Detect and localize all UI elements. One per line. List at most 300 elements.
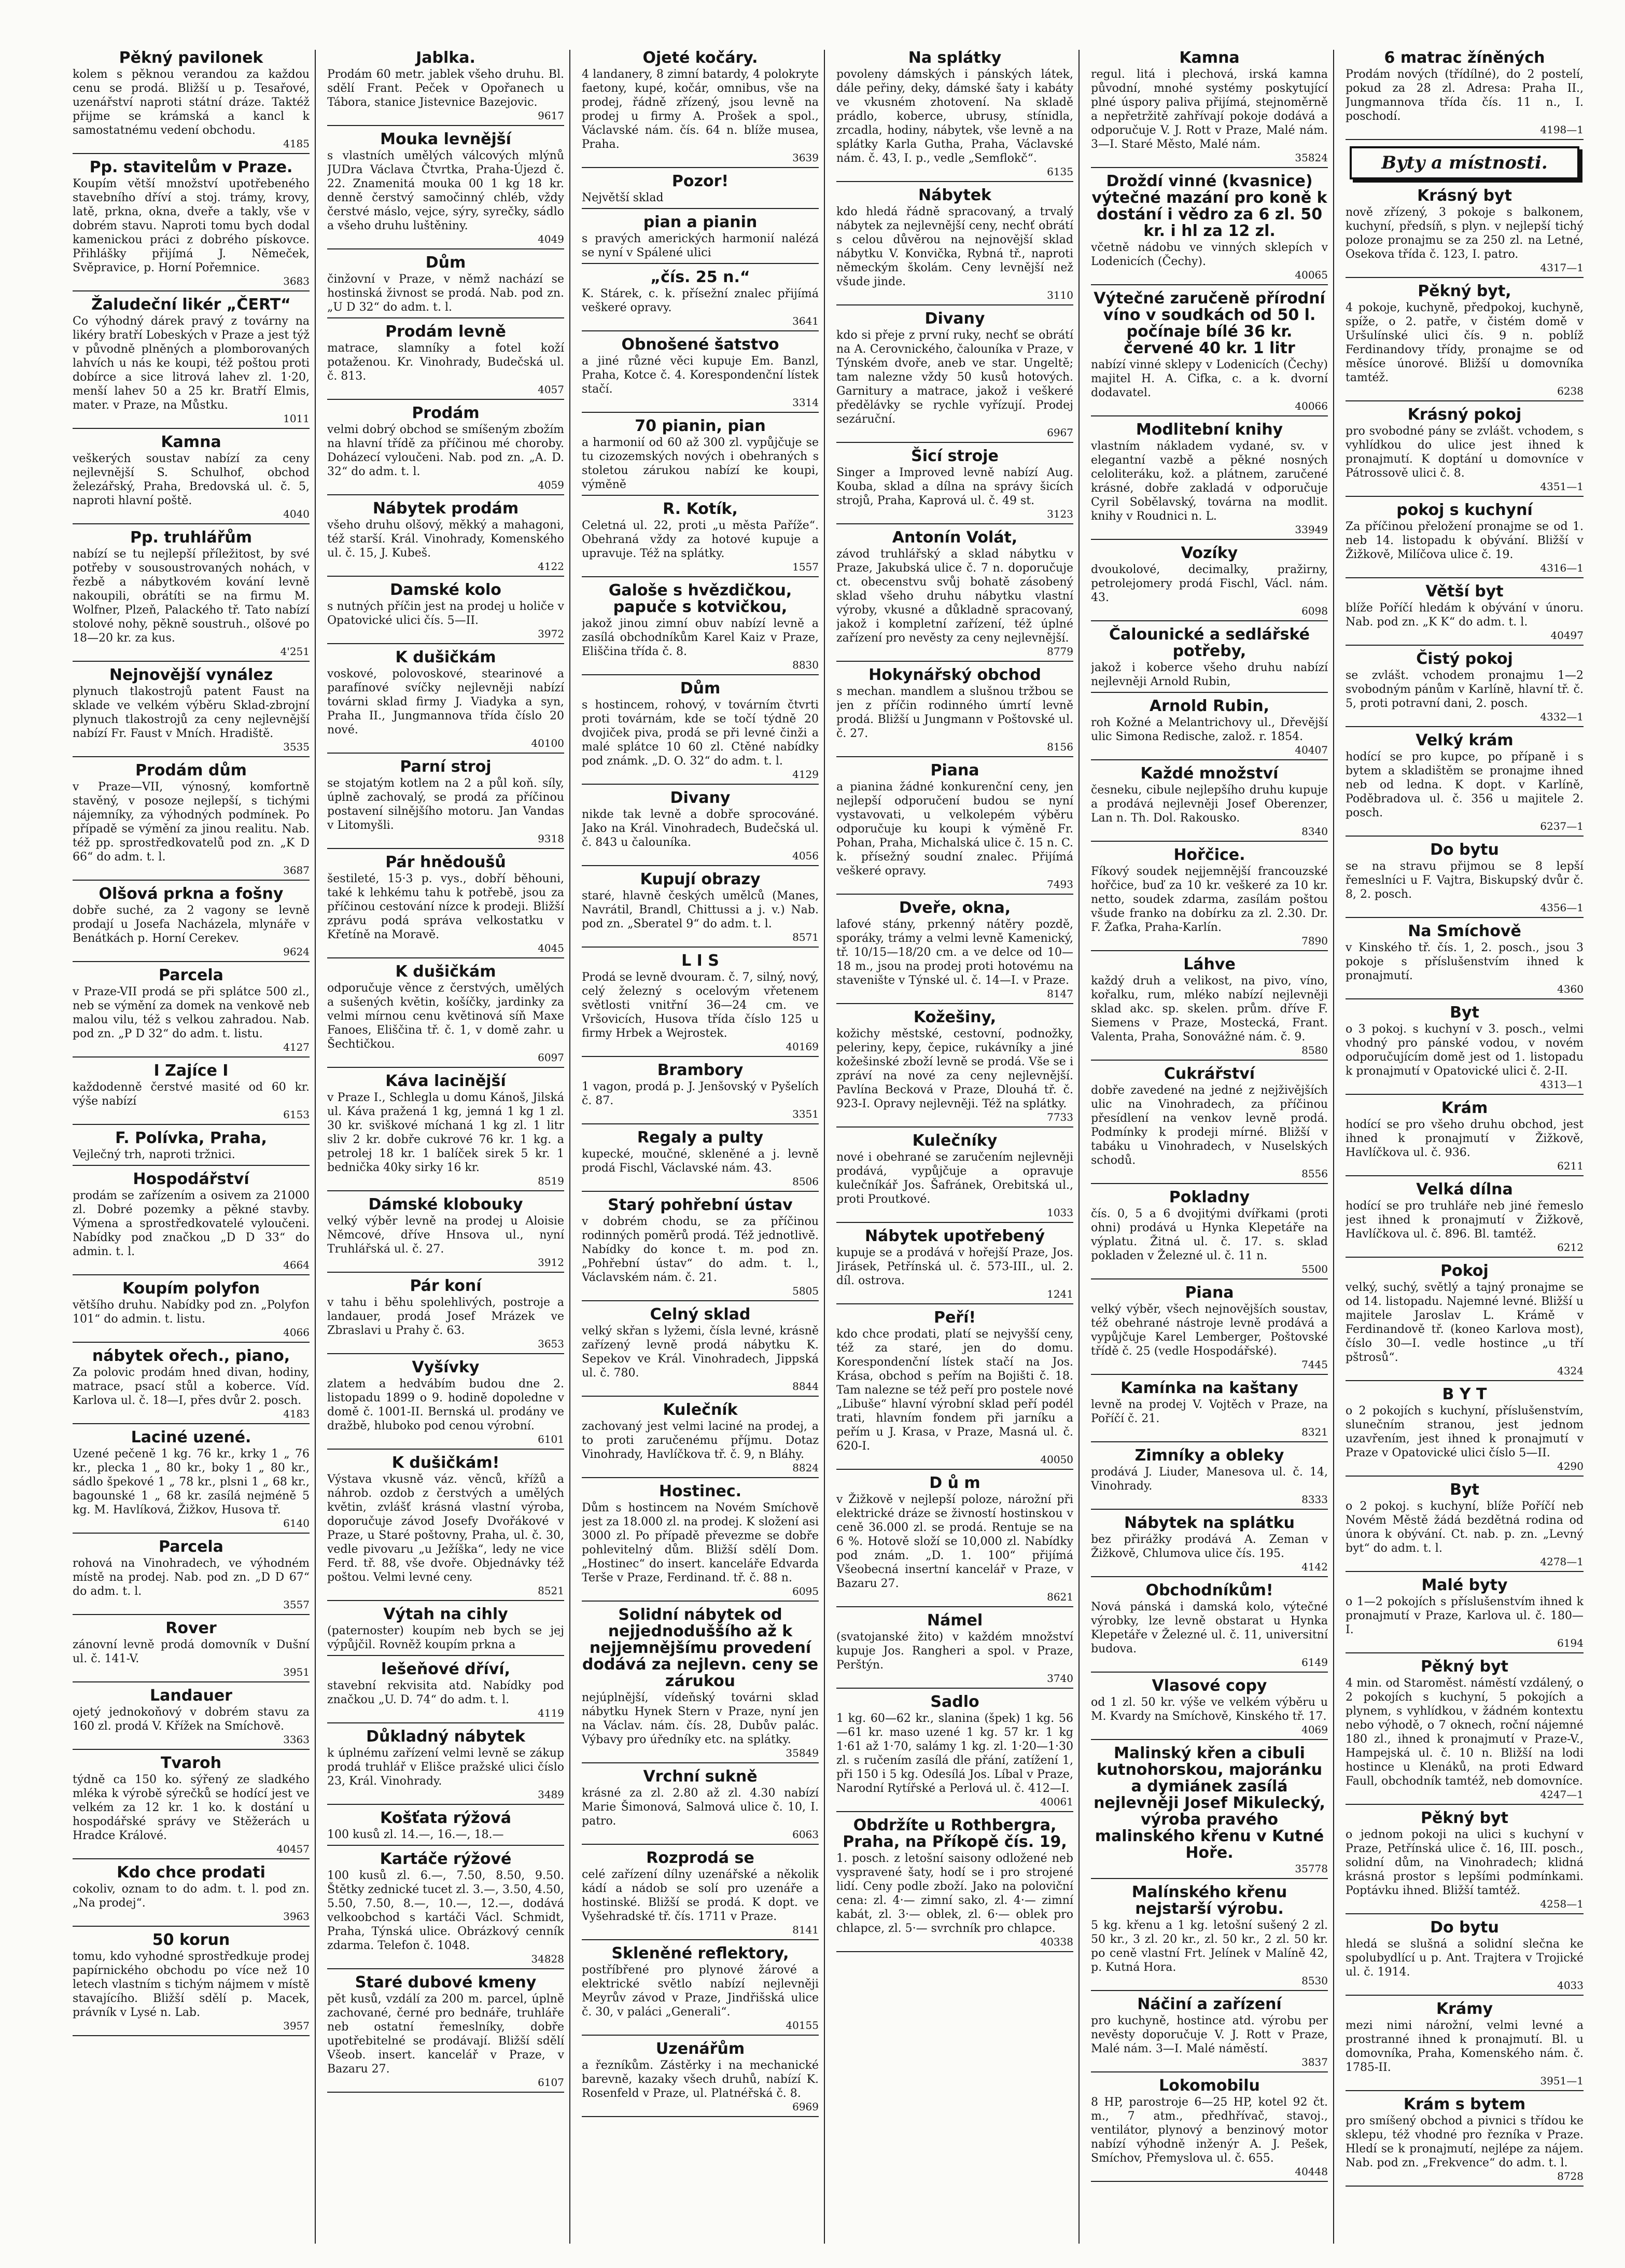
ad-headline: Krám s bytem	[1403, 2095, 1526, 2113]
ad-divider	[327, 1449, 564, 1450]
ad-number: 1557	[792, 561, 819, 573]
classified-ad	[327, 255, 564, 318]
classified-ad	[1346, 50, 1584, 140]
ad-text: dvoukolové, decimalky, pražirny, petrolejomery prodá Fischl, Václ. nám. 43.	[1091, 563, 1328, 604]
classified-ad	[73, 530, 310, 662]
ad-number: 8530	[1301, 1974, 1328, 1987]
ad-divider	[582, 865, 819, 866]
ad-divider	[73, 1749, 310, 1750]
ad-divider	[73, 1423, 310, 1424]
ad-number: 6238	[1557, 385, 1584, 397]
ad-headline: Obchodníkům!	[1145, 1581, 1273, 1599]
ad-number: 3653	[538, 1338, 564, 1350]
ad-divider	[327, 1353, 564, 1354]
ad-headline: Prodám	[412, 404, 480, 422]
classified-ad	[1346, 732, 1584, 837]
ad-divider	[327, 494, 564, 495]
ad-divider	[1091, 1183, 1328, 1184]
ad-text: mezi nimi nárožní, velmi levné a prostranné ihned k pronajmutí. Bl. u domovníka, Praha, Komenského nám. č. 1785-II.	[1346, 2019, 1584, 2074]
ad-divider	[1091, 841, 1328, 842]
ad-headline: Důkladný nábytek	[366, 1728, 525, 1746]
ad-number: 40065	[1295, 269, 1328, 281]
ad-divider	[1091, 167, 1328, 168]
ad-text: lafové stány, prkenný nátěry pozdě, sporáky, trámy a velmi levně Kamenický, tř. 10/15—18/20 cm. a ve delce od 10—18 m., jsou na prodej proti hotovému na stavenište v Týnské ul. č. 14—I. v Praze.	[836, 918, 1073, 987]
ad-number: 8779	[1047, 645, 1073, 658]
ad-number: 40457	[276, 1843, 310, 1855]
ad-text: v Kinského tř. čís. 1, 2. posch., jsou 3 pokoje s příslušenstvím ihned k pronajmutí.	[1346, 941, 1584, 982]
ad-text: veškerých soustav nabízí za ceny nejlevnější S. Schulhof, obchod železářský, Praha, Bredovská ul. č. 5, naproti hlavní poště.	[73, 452, 310, 507]
ad-text: Co výhodný dárek pravý z továrny na likéry bratří Lobeských v Praze a jest týž v původně plněných a plomborovaných lahvích u nás ke koupi, též poštou proti dobírce a sice litrová lahev zl. 1·20, menší lahev 50 a 25 kr. Bratří Elmis, mater. v Praze, na Můstku.	[73, 315, 310, 412]
ad-headline: Prodám dům	[135, 761, 247, 780]
classified-ad	[327, 1729, 564, 1805]
ad-number: 1033	[1047, 1206, 1073, 1219]
classified-ad	[1346, 923, 1584, 999]
classified-ad	[327, 405, 564, 495]
ad-text: nejúplnější, vídeňský továrni sklad nábytku Hynek Stern v Praze, nyní jen na Václav. nám. čís. 28, Dubův palác. Výbavy pro úředníky etc. na splátky.	[582, 1691, 819, 1746]
ad-headline: Modlitební knihy	[1136, 421, 1283, 439]
ad-headline: Byt	[1450, 1481, 1479, 1499]
ad-text: dobře zavedené na jedné z nejživějších ulic na Vinohradech, za příčinou přesídlení na venkov levně prodá. Podmínky k prodeji mírné. Bližší v tabáku u Vinohradech, v Nuselských schodů.	[1091, 1084, 1328, 1167]
ad-divider	[1091, 620, 1328, 621]
ad-number: 4247—1	[1540, 1788, 1584, 1801]
ad-column	[73, 50, 316, 2244]
ad-divider	[73, 1124, 310, 1125]
ad-text: dobře suché, za 2 vagony se levně prodají u Josefa Nacházela, mlynáře v Benátkách p. Horní Cerekev.	[73, 904, 310, 945]
ad-divider	[327, 753, 564, 754]
ad-headline: Regaly a pulty	[637, 1129, 764, 1147]
classified-ad	[582, 337, 819, 413]
ad-headline: Dveře, okna,	[899, 899, 1011, 917]
ad-divider	[1346, 1094, 1584, 1095]
classified-ad	[582, 50, 819, 168]
classified-ad	[1091, 422, 1328, 540]
ad-headline: Antonín Volát,	[892, 528, 1018, 547]
ad-number: 9624	[283, 945, 310, 958]
ad-divider	[327, 1272, 564, 1273]
ad-headline: Rover	[165, 1619, 217, 1637]
ad-headline: Větší byt	[1425, 582, 1504, 601]
ad-divider	[73, 1165, 310, 1166]
ad-text: velmi dobrý obchod se smíšeným zbožím na hlavní třídě za příčinou mé choroby. Doházecí vyloučeni. Nab. pod zn. „A. D. 32“ do adm. t. l.	[327, 423, 564, 478]
classified-ad	[1091, 290, 1328, 416]
ad-number: 4356—1	[1540, 901, 1584, 914]
ad-divider	[836, 1951, 1073, 1952]
classified-ad	[73, 50, 310, 154]
ad-headline: Pěkný byt,	[1418, 282, 1511, 300]
ad-column	[582, 50, 825, 2244]
ad-headline: Velká dílna	[1416, 1180, 1513, 1199]
classified-ad	[1346, 1919, 1584, 1996]
ad-divider	[327, 848, 564, 849]
classified-ad	[836, 50, 1073, 182]
ad-number: 4316—1	[1540, 562, 1584, 574]
ad-text: Koupím větší množství upotřebeného stavebního dříví a stoj. trámy, krovy, latě, prkna, okna, dveře a takly, vše v dobrém stavu. Naproti tomu bych dodal kamenickou práci z dobrého pískovce. Přihlášky přijímá J. Němeček, Svěpravice, p. Horní Pořemnice.	[73, 177, 310, 274]
ad-text: stavební rekvisita atd. Nabídky pod značkou „U. D. 74“ do adm. t. l.	[327, 1679, 564, 1706]
ad-divider	[327, 1600, 564, 1601]
ad-text: 1. posch. z letošní saisony odložené neb vyspravené šaty, hodí se i pro strojené lidí. Ceny podle zboží. Jako na poloviční cena: zl. 4·— zimní sako, zl. 4·— zimní kabát, zl. 3·— oblek, zl. 6·— oblek pro chlapce, zl. 5·— svrchník pro chlapce.	[836, 1852, 1073, 1935]
classified-ad	[73, 1688, 310, 1750]
classified-ad	[327, 1661, 564, 1723]
ad-text: pro kuchyně, hostince atd. výrobu per nevěsty doporučuje V. J. Rott v Praze, Malé nám. 3—I. Malé náměstí.	[1091, 2014, 1328, 2055]
ad-number: 4198—1	[1540, 123, 1584, 136]
ad-headline: K dušičkám	[395, 648, 496, 666]
ad-headline: Hospodářství	[133, 1170, 249, 1188]
ad-headline: Nábytek prodám	[372, 499, 519, 518]
ad-headline: Do bytu	[1430, 841, 1499, 859]
ad-text: Za polovic prodám hned divan, hodiny, matrace, psací stůl a koberce. Víd. Karlova ul. č. 18—I, přes dvůr 2. posch.	[73, 1366, 310, 1407]
ad-divider	[582, 1396, 819, 1397]
ad-text: 4 pokoje, kuchyně, předpokoj, kuchyně, spíže, o 2. patře, v čistém domě v Uršulínské ulici čís. 9 n. poblíž Ferdinandovy třídy, pronajme se od měsíce únorové. Bližší u domovníka tamtéž.	[1346, 301, 1584, 384]
ad-headline: pokoj s kuchyní	[1396, 501, 1533, 519]
ad-number: 8580	[1301, 1044, 1328, 1056]
ad-text: pro smíšený obchod a pivnici s třídou ke sklepu, též vhodné pro řezníka v Praze. Hledí se k pronajmutí, nejlépe za nájem. Nab. pod zn. „Frekvence“ do adm. t. l.	[1346, 2114, 1584, 2169]
ad-headline: 70 pianin, pian	[635, 417, 766, 435]
classified-ad	[327, 1455, 564, 1601]
classified-ad	[836, 448, 1073, 524]
ad-headline: lešeňové dříví,	[381, 1660, 510, 1678]
ad-text: šestileté, 15·3 p. vys., dobří běhouni, také k lehkému tahu k potřebě, jsou za příčinou cestování nízce k prodeji. Bližší zprávu podá správa velkostatku v Křetíně na Moravě.	[327, 872, 564, 941]
classified-ad	[582, 790, 819, 866]
ad-headline: Kartáče rýžové	[380, 1850, 512, 1868]
ad-headline: Kulečníky	[912, 1132, 998, 1150]
ad-number: 6095	[792, 1585, 819, 1597]
classified-ad	[1346, 1263, 1584, 1381]
classified-ad	[582, 1197, 819, 1301]
ad-number: 4360	[1557, 983, 1584, 995]
classified-ad	[327, 759, 564, 849]
ad-number: 4258—1	[1540, 1898, 1584, 1910]
ad-headline: Nábytek na splátku	[1124, 1514, 1295, 1532]
classified-ad	[836, 1475, 1073, 1607]
ad-number: 3535	[283, 741, 310, 753]
ad-text: včetně nádobu ve vinných sklepích v Lodenicích (Čechy).	[1091, 241, 1328, 268]
section-title: Byty a místnosti.	[1350, 146, 1579, 179]
classified-ad	[1346, 1659, 1584, 1805]
classified-ad	[582, 680, 819, 785]
ad-text: hodící se pro všeho druhu obchod, jest ihned k pronajmutí v Žižkově, Havlíčkova ul. č. 936.	[1346, 1118, 1584, 1159]
ad-headline: Olšová prkna a fošny	[99, 885, 284, 903]
ad-headline: Výtah na cihly	[383, 1605, 508, 1623]
ad-divider	[582, 784, 819, 785]
ad-text: bez přirážky prodává A. Zeman v Žižkově, Chlumova ulice čís. 195.	[1091, 1533, 1328, 1560]
classified-ad	[836, 1133, 1073, 1223]
ad-text: kdo si přeje z první ruky, nechť se obrátí na A. Cerovnického, čalouníka v Praze, v Týnském dvoře, aneb ve star. Ungeltě; tam nalezne vždy 50 kusů hotových. Garnitury a matrace, jakož i veškeré předělávky se rychle vyřízují. Prodej sezáruční.	[836, 329, 1073, 426]
ad-column	[1091, 50, 1334, 2244]
classified-ad	[582, 1850, 819, 1940]
classified-ad	[73, 297, 310, 429]
classified-ad	[327, 1851, 564, 1969]
ad-headline: Skleněné reflektory,	[611, 1944, 789, 1963]
ad-number: 8728	[1557, 2170, 1584, 2182]
ad-number: 4057	[538, 383, 564, 396]
ad-divider	[1346, 1571, 1584, 1572]
classified-ad	[73, 762, 310, 881]
ad-headline: Starý pohřební ústav	[608, 1196, 793, 1214]
classified-ad	[1346, 1100, 1584, 1176]
ad-number: 7493	[1047, 878, 1073, 890]
ad-divider	[582, 576, 819, 577]
classified-ad	[1091, 1189, 1328, 1279]
ad-headline: Hořčice.	[1173, 846, 1245, 864]
ad-number: 6237—1	[1540, 820, 1584, 832]
ad-text: nové i obehrané se zaručením nejlevněji prodává, vypůjčuje a opravuje kulečníkář Jos. Šafránek, Orebitská ul., proti Proutkové.	[836, 1151, 1073, 1206]
ad-text: krásné za zl. 2.80 až zl. 4.30 nabízí Marie Šimonová, Salmová ulice č. 10, I. patro.	[582, 1787, 819, 1828]
ad-headline: Malinský křen a cibuli kutnohorskou, majoránku a dymiánek zasílá nejlevněji Josef Mikulecký, výroba pravého malinského křenu v Kutné Hoře.	[1094, 1744, 1325, 1862]
ad-divider	[73, 428, 310, 429]
ad-number: 40338	[1040, 1936, 1073, 1948]
ad-text: levně na prodej V. Vojtěch v Praze, na Poříčí č. 21.	[1091, 1398, 1328, 1425]
ad-headline: Damské kolo	[390, 581, 501, 599]
classified-ad	[327, 131, 564, 249]
classified-ad	[582, 1769, 819, 1845]
ad-number: 9318	[538, 832, 564, 845]
classified-ad	[582, 582, 819, 675]
ad-divider	[327, 643, 564, 644]
ad-headline: Čistý pokoj	[1416, 650, 1513, 668]
ad-divider	[582, 1477, 819, 1478]
ad-number: 3639	[792, 151, 819, 164]
ad-number: 3972	[538, 628, 564, 640]
classified-ad	[836, 1310, 1073, 1470]
ad-divider	[1346, 917, 1584, 918]
ad-divider	[327, 1968, 564, 1969]
ad-number: 35849	[786, 1747, 819, 1759]
ad-headline: nábytek ořech., piano,	[92, 1347, 290, 1365]
ad-text: Prodám nových (třídílné), do 2 postelí, pokud za 28 zl. Adresa: Praha II., Jungmannova třída čís. 11 n., I. poschodí.	[1346, 68, 1584, 123]
ad-headline: Byt	[1450, 1004, 1479, 1022]
classified-ad	[1091, 1066, 1328, 1184]
ad-text: 1 kg. 60—62 kr., slanina (špek) 1 kg. 56—61 kr. maso uzené 1 kg. 57 kr. 1 kg 1·61 až 1·70, salámy 1 kg. zl. 1·20—1·30 zl. s ručením zasílá dle přání, zatížení 1, při 150 i 5 kg. Odesílá Jos. Líbal v Praze, Narodní Rytířské a Perlová ul. č. 412—I.	[836, 1712, 1073, 1795]
ad-headline: Celný sklad	[650, 1305, 751, 1324]
ad-headline: Pěkný byt	[1420, 1809, 1508, 1827]
ad-text: (paternoster) koupím neb bych se jej výpůjčil. Rovněž koupím prkna a	[327, 1624, 564, 1651]
ad-headline: Kamna	[161, 433, 221, 451]
ad-number: 5500	[1301, 1263, 1328, 1275]
ad-number: 3683	[283, 275, 310, 287]
ad-divider	[73, 1614, 310, 1615]
ad-headline: Koupím polyfon	[122, 1279, 260, 1298]
ad-number: 4317—1	[1540, 261, 1584, 274]
ad-headline: Dům	[680, 679, 721, 698]
ad-divider	[1346, 1380, 1584, 1381]
ad-text: každodenně čerstvé masité od 60 kr. výše nabízí	[73, 1081, 310, 1108]
ad-text: matrace, slamníky a fotel koží potaženou. Kr. Vinohrady, Budečská ul. č. 813.	[327, 342, 564, 383]
ad-text: se na stravu přijmou se 8 lepší řemeslníci u F. Vajtra, Biskupský dvůr č. 8, 2. posch.	[1346, 860, 1584, 901]
ad-number: 8321	[1301, 1426, 1328, 1438]
ad-divider	[582, 1762, 819, 1763]
ad-headline: Parcela	[159, 1538, 223, 1556]
ad-divider	[327, 1190, 564, 1191]
ad-text: česneku, cibule nejlepšího druhu kupuje a prodává nejlevněji Josef Oberenzer, Lan n. Th. Dol. Rakousko.	[1091, 784, 1328, 825]
ad-headline: Pp. stavitelům v Praze.	[89, 158, 293, 176]
ad-divider	[1091, 1060, 1328, 1061]
classified-ad	[582, 1130, 819, 1192]
ad-divider	[1091, 2181, 1328, 2182]
classified-ad	[73, 1063, 310, 1125]
ad-number: 4045	[538, 942, 564, 954]
classified-ad	[1091, 847, 1328, 951]
ad-headline: Obnošené šatstvo	[621, 336, 779, 354]
ad-divider	[1346, 2090, 1584, 2091]
ad-divider	[1091, 1878, 1328, 1879]
ad-text: k úplnému zařízení velmi levně se zákup prodá truhlář v Elišce pražské ulici číslo 23, Král. Vinohrady.	[327, 1747, 564, 1788]
classified-ad	[73, 1539, 310, 1615]
ad-text: 8 HP, parostroje 6—25 HP, kotel 92 čt. m., 7 atm., předhřívač, stavoj., ventilátor, plynový a benzinový motor nabízí výhodně inženýr A. J. Pešek, Smíchov, Přemyslova ul. č. 655.	[1091, 2096, 1328, 2165]
ad-divider	[1091, 1576, 1328, 1577]
ad-headline: Kamínka na kaštany	[1120, 1379, 1298, 1397]
ad-number: 3123	[1047, 508, 1073, 520]
classified-ad	[73, 1932, 310, 2036]
ad-number: 7445	[1301, 1358, 1328, 1371]
ad-number: 40155	[786, 2019, 819, 2032]
ad-text: Prodá se levně dvouram. č. 7, silný, nový, celý železný s ocelovým vřetenem světlosti vnitřní 36—24 cm. ve Vršovicích, Husova třída číslo 125 u firmy Hrbek a Wejrostek.	[582, 971, 819, 1040]
ad-number: 8141	[792, 1924, 819, 1936]
ad-number: 3314	[792, 396, 819, 409]
classified-ad	[327, 324, 564, 400]
ad-number: 6140	[283, 1517, 310, 1529]
classified-ad	[73, 1620, 310, 1682]
classified-ad	[836, 1817, 1073, 1952]
ad-text: pět kusů, vzdálí za 200 m. parcel, úplně zachované, černé pro bednáře, truhláře neb ostatní řemeslníky, dobře upotřebitelné se prodávají. Bližší sdělí Všeob. insert. kancelář v Praze, v Bazaru 27.	[327, 1993, 564, 2076]
ad-number: 8506	[792, 1175, 819, 1188]
ad-number: 5805	[792, 1285, 819, 1297]
ad-divider	[582, 2035, 819, 2036]
ad-number: 3963	[283, 1910, 310, 1923]
ad-headline: Ojeté kočáry.	[642, 50, 758, 67]
ad-headline: Divany	[670, 789, 731, 807]
classified-ad	[1346, 2096, 1584, 2187]
ad-text: kdo hledá řádně spracovaný, a trvalý nábytek za nejlevnější ceny, nechť obrátí s celou důvěrou na nejnovější sklad nábytku V. Konvička, Rybná tř., naproti německým školám. Ceny levnější než všude jinde.	[836, 205, 1073, 288]
ad-divider	[582, 674, 819, 675]
ad-text: v Žižkově v nejlepší poloze, nárožní při elektrické dráze se živností hostinskou v ceně 36.000 zl. se prodá. Rentuje se na 6 %. Hotově složí se 10,000 zl. Nabídky pod znám. „D. 1. 100“ přijímá Všeobecná insertní kancelář v Praze, v Bazaru 27.	[836, 1493, 1073, 1590]
ad-number: 4313—1	[1540, 1078, 1584, 1091]
ad-number: 3110	[1047, 289, 1073, 301]
ad-number: 40497	[1550, 629, 1584, 642]
ad-text: čís. 0, 5 a 6 dvojitými dvířkami (proti ohni) prodává u Hynka Klepetáře na výplatu. Žitná ul. č. 17. s. sklad pokladen v Železné ul. č. 11 n.	[1091, 1207, 1328, 1262]
ad-number: 8521	[538, 1584, 564, 1597]
classified-ad	[1091, 956, 1328, 1061]
ad-text: postříbřené pro plynové žárové a elektrické světlo nabízí nejlevněji Meyrův závod v Praze, Jindřišská ulice č. 30, v paláci „Generali“.	[582, 1964, 819, 2019]
ad-divider	[73, 2035, 310, 2036]
ad-headline: Hokynářský obchod	[868, 666, 1041, 684]
ad-headline: Pár koní	[410, 1277, 482, 1295]
ad-text: (svatojanské žito) v každém množství kupuje Jos. Rangheri a spol. v Praze, Perštýn.	[836, 1631, 1073, 1672]
ad-divider	[73, 961, 310, 962]
ad-text: a harmonií od 60 až 300 zl. vypůjčuje se tu cizozemských nových i obehraných s stoletou zárukou nabízí ke koupi, výměně	[582, 436, 819, 491]
ad-divider	[582, 1844, 819, 1845]
ad-text: regul. litá i plechová, irská kamna původní, mnohé systémy poskytující plné úspory paliva přijímá, stejnoměrně a nepřetržitě zahřívají pokoje dodává a odporučuje V. J. Rott v Praze, Malé nám. 3—I. Staré Město, Malé nám.	[1091, 68, 1328, 151]
ad-number: 3687	[283, 864, 310, 876]
ad-number: 6211	[1557, 1160, 1584, 1172]
ad-headline: K dušičkám	[395, 963, 496, 981]
ad-headline: Malé byty	[1421, 1576, 1508, 1594]
classified-ad	[73, 1171, 310, 1275]
ad-text: cokoliv, oznam to do adm. t. l. pod zn. „Na prodej“.	[73, 1883, 310, 1910]
ad-text: o 2 pokojích s kuchyní, příslušenstvím, slunečním stranou, jest jednom uzavřením, jest ihned k pronajmutí v Praze v Opatovické ulici číslo 5—II.	[1346, 1404, 1584, 1459]
classified-ad	[73, 886, 310, 962]
ad-text: hledá se slušná a solidní slečna ke spolubydlící u p. Ant. Trajtera v Trojické ul. č. 1914.	[1346, 1938, 1584, 1979]
ad-headline: F. Polívka, Praha,	[115, 1129, 267, 1147]
ad-headline: Solidní nábytek od nejjednoduššího až k nejjemnějšímu provedení dodává za nejlevn. ceny se zárukou	[582, 1606, 819, 1690]
ad-divider	[327, 957, 564, 958]
ad-text: a jiné různé věci kupuje Em. Banzl, Praha, Kotce č. 4. Korespondenční lístek stačí.	[582, 355, 819, 396]
ad-number: 8556	[1301, 1167, 1328, 1180]
classified-ad	[73, 1865, 310, 1927]
ad-headline: Košťata rýžová	[380, 1809, 512, 1827]
ad-number: 8824	[792, 1462, 819, 1474]
ad-headline: Krámy	[1436, 2000, 1493, 2018]
ad-divider	[582, 167, 819, 168]
ad-text: rohová na Vinohradech, ve výhodném místě na prodej. Nab. pod zn. „D D 67“ do adm. t. l.	[73, 1557, 310, 1598]
ad-divider	[73, 1274, 310, 1275]
ad-text: kožichy městské, cestovní, podnožky, peleriny, kepy, čepice, rukávníky a jiné kožešinské zboží levně se prodá. Vše se i zpráví na nové za ceny nejlevnější. Pavlína Becková v Praze, Dlouhá tř. č. 923-I. Opravy nejlevněji. Též na splátky.	[836, 1027, 1073, 1110]
ad-divider	[582, 1300, 819, 1301]
ad-divider	[836, 1126, 1073, 1128]
ad-divider	[582, 1056, 819, 1057]
ad-divider	[1091, 1672, 1328, 1673]
ad-divider	[327, 2092, 564, 2093]
classified-ad	[1091, 1515, 1328, 1577]
ad-divider	[327, 1655, 564, 1656]
ad-column	[327, 50, 570, 2244]
ad-text: se stojatým kotlem na 2 a půl koň. síly, úplně zachovalý, se prodá za příčinou postavení silnějšího motoru. Jan Vandas v Litomyšli.	[327, 777, 564, 832]
ad-headline: 50 korun	[152, 1931, 230, 1949]
ad-columns	[73, 50, 1589, 2244]
ad-divider	[1346, 1652, 1584, 1653]
ad-number: 7733	[1047, 1111, 1073, 1123]
ad-number: 8830	[792, 659, 819, 671]
classified-ad	[327, 1073, 564, 1191]
classified-ad	[582, 1945, 819, 2036]
ad-number: 6101	[538, 1433, 564, 1445]
ad-headline: Pozor!	[671, 172, 729, 190]
ad-divider	[1346, 1995, 1584, 1996]
ad-number: 6967	[1047, 426, 1073, 439]
ad-divider	[582, 947, 819, 948]
ad-number: 8571	[792, 931, 819, 943]
ad-headline: 6 matrac žíněných	[1384, 50, 1545, 67]
ad-headline: Vlasové copy	[1152, 1677, 1267, 1695]
ad-headline: „čís. 25 n.“	[650, 268, 750, 286]
classified-ad	[1091, 1285, 1328, 1375]
ad-number: 40066	[1295, 400, 1328, 412]
ad-number: 4049	[538, 233, 564, 245]
ad-divider	[1091, 950, 1328, 951]
ad-text: od 1 zl. 50 kr. výše ve velkém výběru u M. Kvardy na Smíchově, Kinského tř. 17.	[1091, 1696, 1328, 1723]
classified-ad	[1091, 173, 1328, 285]
ad-text: prodám se zařízením a osivem za 21000 zl. Dobré pozemky a pěkné stavby. Výmena a sprostředkovatelé vyloučeni. Nabídky pod značkou „D D 33“ do admin. t. l.	[73, 1189, 310, 1258]
ad-headline: Pokladny	[1169, 1188, 1250, 1206]
ad-headline: Pár hnědoušů	[385, 853, 506, 871]
ad-number: 6149	[1301, 1656, 1328, 1668]
ad-text: odporučuje věnce z čerstvých, umělých a sušených květin, košíčky, jardinky za velmi mírnou cenu květinová síň Maxe Fanoes, Eliščina tř. č. 1, v domě zahr. u Šechtičkou.	[327, 982, 564, 1051]
classified-ad	[73, 967, 310, 1058]
ad-headline: Droždí vinné (kvasnice) výtečné mazání pro koně k dostání i vědro za 6 zl. 50 kr. i hl za 12 zl.	[1091, 172, 1327, 240]
ad-text: závod truhlářský a sklad nábytku v Praze, Jakubská ulice č. 7 n. doporučuje ct. obecenstvu svůj bohatě zásobený sklad všeho druhu nábytku vlastní výroby, vkusné a důkladně spracovaný, jakož i kompletní zařízení, též úplné zařízení pro nevěsty za ceny nejlevnější.	[836, 548, 1073, 645]
ad-text: kolem s pěknou verandou za každou cenu se prodá. Bližší u p. Tesařové, uzenářství naproti státní dráze. Taktéž přijme se krámská a kancl k samostatnému vedení obchodu.	[73, 68, 310, 137]
ad-headline: Parcela	[159, 966, 223, 984]
ad-text: s mechan. mandlem a slušnou tržbou se jen z příčin rodinného úmrtí levně prodá. Bližší u Jungmann v Poštovské ul. č. 27.	[836, 685, 1073, 740]
ad-divider	[836, 523, 1073, 524]
ad-text: o 2 pokoj. s kuchyní, blíže Poříčí neb Novém Městě žádá bezdětná rodina od února k obývání. Ct. nab. p. zn. „Levný byt“ do adm. t. l.	[1346, 1500, 1584, 1555]
classified-ad	[73, 434, 310, 524]
ad-divider	[582, 1601, 819, 1602]
ad-number: 4069	[1301, 1723, 1328, 1736]
classified-ad	[1091, 766, 1328, 842]
ad-headline: Parní stroj	[400, 758, 492, 776]
ad-divider	[327, 248, 564, 249]
classified-ad	[582, 418, 819, 496]
